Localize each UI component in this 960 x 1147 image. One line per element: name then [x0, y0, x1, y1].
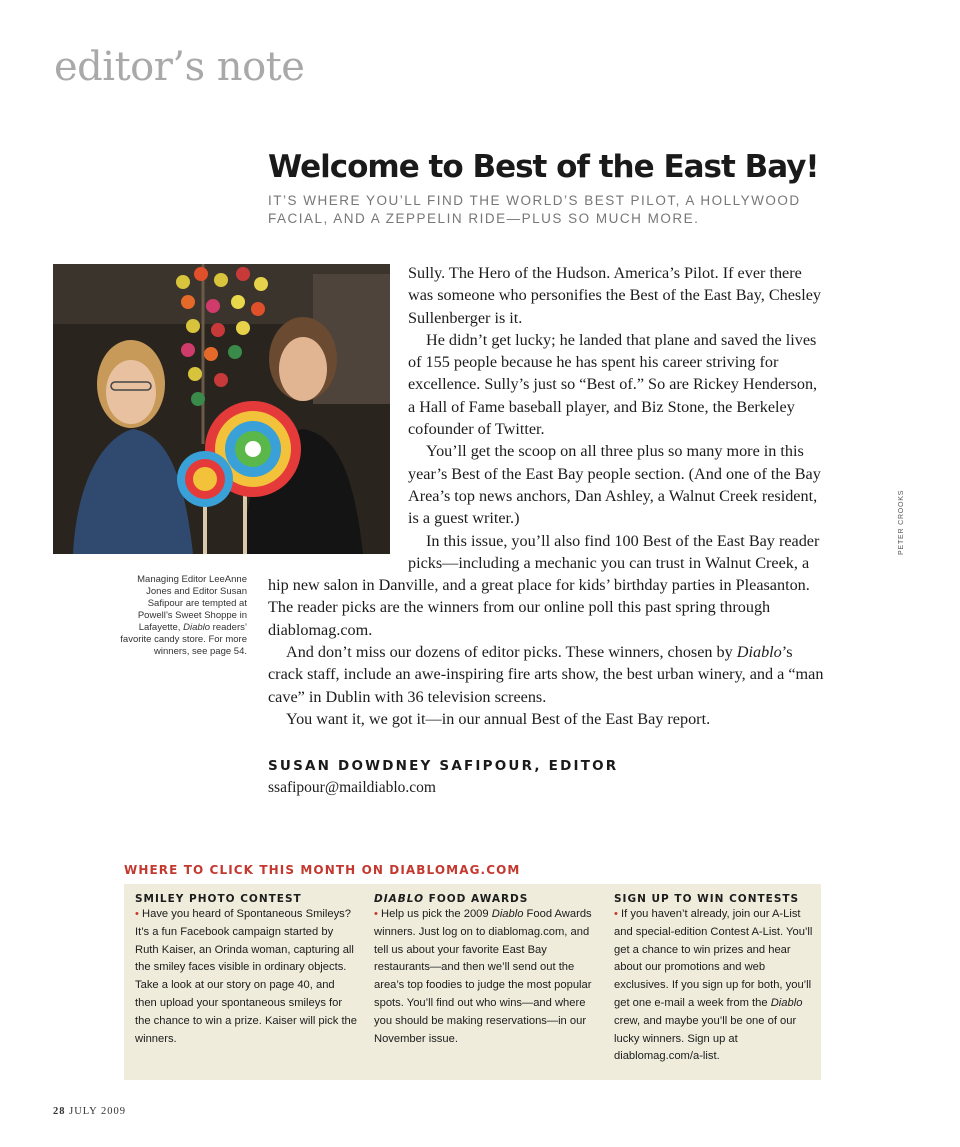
article-paragraph: In this issue, you’ll also find 100 Best of the East Bay reader picks—including a mechanic you can trust in Walnut Creek, a hip new salon in Danville, and a great place for kids’ birthday parties in Pleasanton. The reader picks are the winners from our online poll this past spring through diablomag.com.: [268, 531, 820, 639]
section-heading: editor’s note: [54, 44, 305, 90]
column-body: • If you haven’t already, join our A-List and special-edition Contest A-List. You’ll get a chance to win prizes and hear about our promotions and web exclusives. If you sign up for both, you’ll get one e-mail a week from the Diablo crew, and maybe you’ll be one of our lucky winners. Sign up at diablomag.com/a-list.: [614, 908, 813, 1063]
web-box-title: WHERE TO CLICK THIS MONTH ON DIABLOMAG.COM: [124, 863, 521, 877]
column-heading: DIABLO FOOD AWARDS: [374, 893, 529, 905]
column-body: • Have you heard of Spontaneous Smileys? It’s a fun Facebook campaign started by Ruth Kaiser, an Orinda woman, capturing all the smiley faces visible in ordinary objects. Take a look at our story on page 40, and then upload your spontaneous smileys for the chance to win a prize. Kaiser will pick the winners.: [135, 908, 357, 1045]
article-paragraph: And don’t miss our dozens of editor picks. These winners, chosen by Diablo’s crack staff, include an awe-inspiring fire arts show, the best urban winery, and a “man cave” in Dublin with 36 television screens.: [268, 643, 824, 706]
article-body: [268, 262, 824, 730]
bullet-icon: •: [614, 908, 618, 920]
bullet-icon: •: [135, 908, 139, 920]
photo-credit: PETER CROOKS: [898, 489, 905, 555]
column-heading: SMILEY PHOTO CONTEST: [135, 893, 302, 905]
photo-wrap-spacer: [268, 262, 408, 566]
web-box-column-smiley: [135, 892, 357, 1048]
article-paragraph: You want it, we got it—in our annual Best of the East Bay report.: [286, 709, 711, 728]
web-box-column-food-awards: [374, 892, 596, 1048]
article-paragraph: He didn’t get lucky; he landed that plane and saved the lives of 155 people because he has spent his career striving for excellence. Sully’s just so “Best of.” So are Rickey Henderson, a Hall of Fame baseball player, and Biz Stone, the Berkeley cofounder of Twitter.: [408, 330, 818, 439]
article-paragraph: Sully. The Hero of the Hudson. America’s Pilot. If ever there was someone who personifies the Best of the East Bay, Chesley Sullenberger is it.: [408, 264, 821, 327]
article-headline: Welcome to Best of the East Bay!: [268, 149, 819, 185]
web-box-column-contests: [614, 892, 814, 1066]
bullet-icon: •: [374, 908, 378, 920]
page-folio: [53, 1106, 126, 1117]
page-number: 28: [53, 1106, 66, 1117]
issue-date: JULY 2009: [69, 1106, 126, 1117]
article-dek: IT’S WHERE YOU’LL FIND THE WORLD’S BEST PILOT, A HOLLYWOOD FACIAL, AND A ZEPPELIN RIDE—PLUS SO MUCH MORE.: [268, 193, 801, 226]
editor-signature: SUSAN DOWDNEY SAFIPOUR, EDITOR: [268, 758, 619, 774]
web-box: [124, 884, 821, 1080]
article-paragraph: You’ll get the scoop on all three plus so many more in this year’s Best of the East Bay people section. (And one of the Bay Area’s top news anchors, Dan Ashley, a Walnut Creek resident, is a guest writer.): [408, 442, 821, 528]
column-body: • Help us pick the 2009 Diablo Food Awards winners. Just log on to diablomag.com, and tell us about your favorite East Bay restaurants—and then we’ll send out the area’s top foodies to judge the most popular spots. You’ll find out who wins—and where you should be making reservations—in our November issue.: [374, 908, 592, 1045]
photo-caption: Managing Editor LeeAnne Jones and Editor Susan Safipour are tempted at Powell’s Sweet Shoppe in Lafayette, Diablo readers’ favorite candy store. For more winners, see page 54.: [120, 574, 247, 657]
column-heading: SIGN UP TO WIN CONTESTS: [614, 893, 800, 905]
editor-email[interactable]: ssafipour@maildiablo.com: [268, 779, 436, 796]
